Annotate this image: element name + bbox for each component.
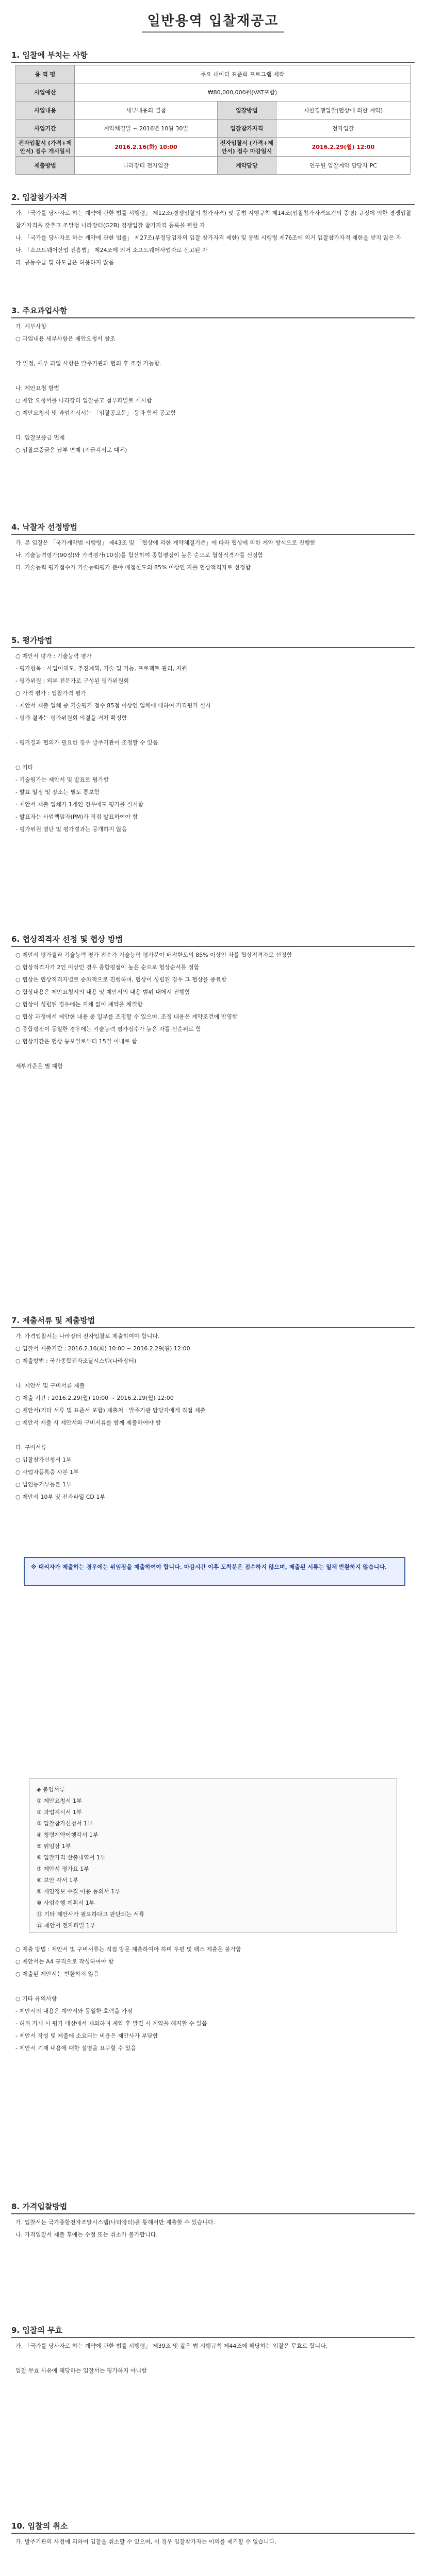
table-cell: 입찰방법 xyxy=(217,101,276,120)
table-cell: 사업내용 xyxy=(16,101,75,120)
attachment-list-box: ◈ 붙임서류 ① 제안요청서 1부 ② 과업지시서 1부 ③ 입찰참가신청서 1부 ④ 청렴계약이행각서 1부 ⑤ 위임장 1부 ⑥ 입찰가격 산출내역서 1부 ⑦ 제안서 평가표 1부 ⑧ 보안 각서 1부 ⑨ 개인정보 수집 이용 동의서 1부 ⑩ 사업수행 계획서 1부 ⑪ 기타 제안사가 필요하다고 판단되는 서류 ⑫ 제안서 전자파일 1부 xyxy=(29,1778,397,1933)
section-heading: 4. 낙찰자 선정방법 xyxy=(11,521,415,535)
table-cell: 주요 데이터 표준화 프로그램 제작 xyxy=(75,65,411,83)
table-cell: 전자입찰서 (가격+제안서) 접수 마감일시 xyxy=(217,138,276,157)
section-body: ○ 제안서 평가 : 기술능력 평가 - 평가항목 : 사업이해도, 추진계획, 기술 및 기능, 프로젝트 관리, 지원 - 평가위원 : 외부 전문가로 구성된 평가위원회 ○ 가격 평가 : 입찰가격 평가 - 제안서 제출 업체 중 기술평가 점수 85점 이상인 업체에 대하여 가격평가 실시 - 평가 결과는 평가위원회 의결을 거쳐 확정함 - 평가결과 협의가 필요한 경우 발주기관이 조정할 수 있음 ○ 기타 - 기술평가는 제안서 및 발표로 평가함 - 발표 일정 및 장소는 별도 통보함 - 제안서 제출 업체가 1개인 경우에도 평가를 실시함 - 발표자는 사업책임자(PM)가 직접 발표하여야 함 - 평가위원 명단 및 평가결과는 공개하지 않음 xyxy=(15,653,211,833)
table-row xyxy=(16,157,411,175)
section-body: 가. 본 입찰은 「국가계약법 시행령」 제43조 및 「협상에 의한 계약체결기준」에 따라 협상에 의한 계약 방식으로 진행함 나. 기술능력평가(90점)와 가격평가(10점)를 합산하여 종합평점이 높은 순으로 협상적격자를 선정함 다. 기술능력 평가점수가 기술능력평가 분야 배점한도의 85% 이상인 자를 협상적격자로 선정함 xyxy=(15,539,316,571)
table-cell: 전자입찰서 (가격+제안서) 접수 개시일시 xyxy=(16,138,75,157)
table-row xyxy=(16,65,411,83)
table-row xyxy=(16,83,411,101)
table-cell: 용 역 명 xyxy=(16,65,75,83)
table-row xyxy=(16,120,411,138)
section-heading: 2. 입찰참가자격 xyxy=(11,192,415,205)
section-heading: 5. 평가방법 xyxy=(11,635,415,648)
table-row xyxy=(16,138,411,157)
section-body: 가. 가격입찰서는 나라장터 전자입찰로 제출하여야 합니다. ○ 입찰서 제출기간 : 2016.2.16(화) 10:00 ~ 2016.2.29(월) 12:00 ○ 제출방법 : 국가종합전자조달시스템(나라장터) 나. 제안서 및 구비서류 제출 ○ 제출 기간 : 2016.2.29(월) 10:00 ~ 2016.2.29(월) 12:00 ○ 제안서(기타 서류 및 표준서 포함) 제출처 : 발주기관 담당자에게 직접 제출 ○ 제안서 제출 시 제안서와 구비서류를 함께 제출하여야 함 다. 구비서류 ○ 입찰참가신청서 1부 ○ 사업자등록증 사본 1부 ○ 법인등기부등본 1부 ○ 제안서 10부 및 전자파일 CD 1부 xyxy=(15,1333,206,1500)
table-cell: 계약담당 xyxy=(217,157,276,175)
section-heading: 1. 입찰에 부치는 사항 xyxy=(11,49,415,63)
table-row xyxy=(16,101,411,120)
section-body: 가. 「국가를 당사자로 하는 계약에 관한 법률 시행령」 제12조(경쟁입찰의 참가자격) 및 동법 시행규칙 제14조(입찰참가자격요건의 증명) 규정에 의한 경쟁입찰 참가자격을 갖추고 조달청 나라장터(G2B) 경쟁입찰 참가자격 등록을 필한 자 나. 「국가를 당사자로 하는 계약에 관한 법률」 제27조(부정당업자의 입찰 참가자격 제한) 및 동법 시행령 제76조에 의거 입찰참가자격 제한을 받지 않은 자 다. 「소프트웨어산업 진흥법」 제24조에 의거 소프트웨어사업자로 신고된 자 라. 공동수급 및 하도급은 허용하지 않음 xyxy=(15,210,412,266)
section-body: 가. 발주기관의 사정에 의하여 입찰을 취소할 수 있으며, 이 경우 입찰참가자는 이의를 제기할 수 없습니다. xyxy=(15,2538,276,2545)
document-title: 일반용역 입찰재공고 xyxy=(0,10,426,29)
table-cell: 제한경쟁입찰(협상에 의한 계약) xyxy=(276,101,410,120)
table-cell: 계약체결일 ~ 2016년 10월 30일 xyxy=(75,120,218,138)
table-cell: 전자입찰 xyxy=(276,120,410,138)
section-body: 가. 입찰서는 국가종합전자조달시스템(나라장터)을 통해서만 제출할 수 있습니다. 나. 가격입찰서 제출 후에는 수정 또는 취소가 불가합니다. xyxy=(15,2219,216,2238)
section-body: ○ 제출 방법 : 제안서 및 구비서류는 직접 방문 제출하여야 하며 우편 및 팩스 제출은 불가함 ○ 제안서는 A4 규격으로 작성하여야 함 ○ 제출된 제안서는 반환하지 않음 ○ 기타 유의사항 - 제안서의 내용은 계약서와 동일한 효력을 가짐 - 허위 기재 시 평가 대상에서 제외하며 계약 후 발견 시 계약을 해지할 수 있음 - 제안서 작성 및 제출에 소요되는 비용은 제안사가 부담함 - 제안서 기재 내용에 대한 설명을 요구할 수 있음 xyxy=(15,1946,241,2052)
bid-info-table xyxy=(15,65,411,175)
table-cell: 2016.2.29(월) 12:00 xyxy=(276,138,410,157)
section-heading: 3. 주요과업사항 xyxy=(11,305,415,318)
table-cell: 2016.2.16(화) 10:00 xyxy=(75,138,218,157)
table-cell: 사업기간 xyxy=(16,120,75,138)
table-cell: 세부내용의 별첨 xyxy=(75,101,218,120)
table-cell: 나라장터 전자입찰 xyxy=(75,157,218,175)
table-cell: 제출방법 xyxy=(16,157,75,175)
table-cell: 입찰참가자격 xyxy=(217,120,276,138)
table-cell: 사업예산 xyxy=(16,83,75,101)
section-heading: 7. 제출서류 및 제출방법 xyxy=(11,1315,415,1328)
section-body: ○ 제안서 평가결과 기술능력 평가 점수가 기술능력 평가분야 배점한도의 85% 이상인 자를 협상적격자로 선정함 ○ 협상적격자가 2인 이상인 경우 종합평점이 높은 순으로 협상순서를 정함 ○ 협상은 협상적격자별로 순차적으로 진행하며, 협상이 성립된 경우 그 협상을 종료함 ○ 협상내용은 제안요청서의 내용 및 제안서의 내용 범위 내에서 진행함 ○ 협상이 성립된 경우에는 지체 없이 계약을 체결함 ○ 협상 과정에서 제안한 내용 중 일부를 조정할 수 있으며, 조정 내용은 계약조건에 반영함 ○ 종합평점이 동일한 경우에는 기술능력 평가점수가 높은 자를 선순위로 함 ○ 협상기간은 협상 통보일로부터 15일 이내로 함 세부기준은 별 때함 xyxy=(15,952,292,1070)
section-heading: 6. 협상적격자 선정 및 협상 방법 xyxy=(11,934,415,947)
table-cell: 연구원 입찰계약 담당자 PC xyxy=(276,157,410,175)
table-cell: ₩80,000,000원(VAT포함) xyxy=(75,83,411,101)
section-body: 가. 세부사항 ○ 과업내용 세부사항은 제안요청서 참조 각 일정, 세부 과업 사항은 발주기관과 협의 후 조정 가능함. 나. 제안요청 방법 ○ 제안 요청서를 나라장터 입찰공고 첨부파일로 게시함 ○ 제안요청서 및 과업지시서는 「입찰공고문」 등과 함께 공고함 다. 입찰보증금 면제 ○ 입찰보증금은 납부 면제 (지급각서로 대체) xyxy=(15,323,176,453)
section-body: 가. 「국가를 당사자로 하는 계약에 관한 법률 시행령」 제39조 및 같은 법 시행규칙 제44조에 해당하는 입찰은 무효로 합니다. 입찰 무효 사유에 해당하는 입찰서는 평가하지 아니함 xyxy=(15,2343,328,2374)
section-heading: 8. 가격입찰방법 xyxy=(11,2201,415,2214)
section-heading: 9. 입찰의 무효 xyxy=(11,2325,415,2338)
submission-notice: ※ 대리자가 제출하는 경우에는 위임장을 제출하여야 합니다. 마감시간 이후 도착분은 접수하지 않으며, 제출된 서류는 일체 반환하지 않습니다. xyxy=(24,1557,405,1586)
section-heading: 10. 입찰의 취소 xyxy=(11,2520,415,2534)
